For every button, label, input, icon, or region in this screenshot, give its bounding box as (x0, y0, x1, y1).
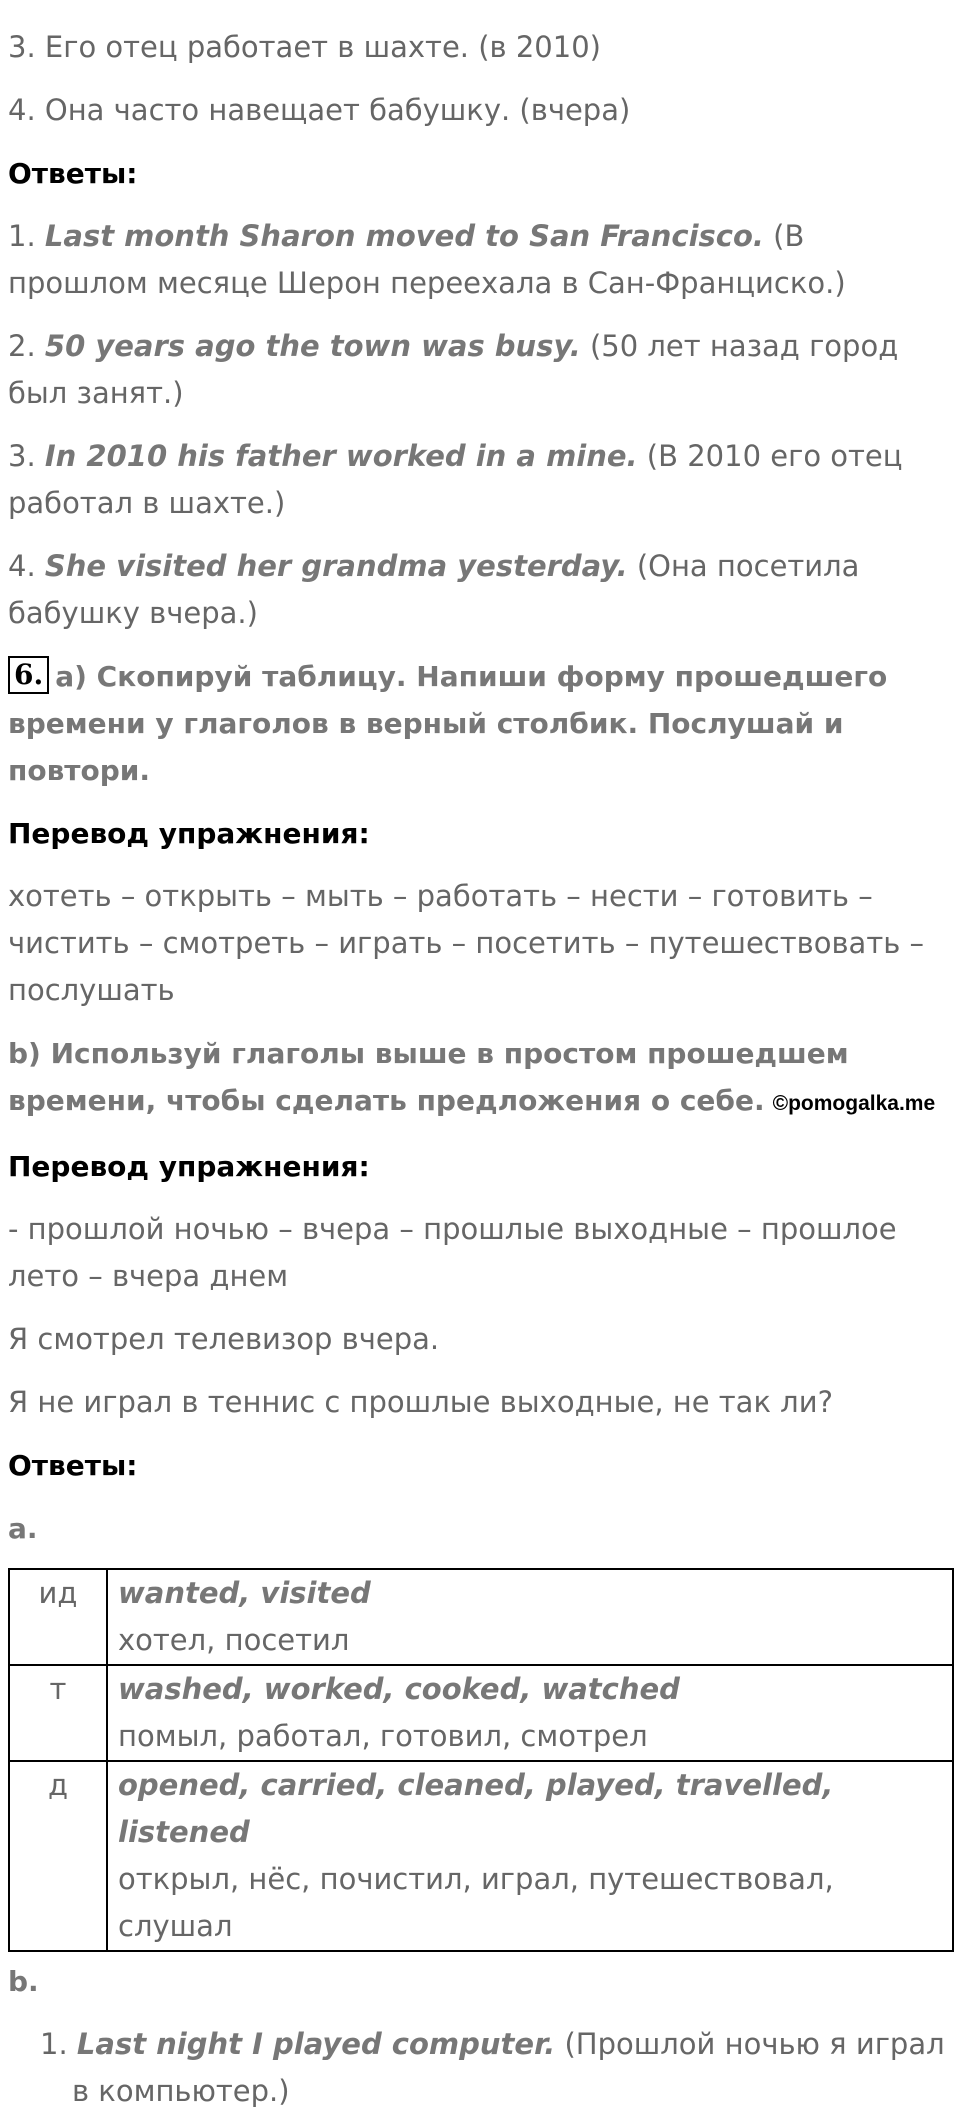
table-cell-values (107, 1761, 953, 1951)
table-cell-values (107, 1665, 953, 1761)
table-cell-values (107, 1569, 953, 1665)
task-6a (8, 653, 952, 794)
verbs-line: хотеть – открыть – мыть – работать – нести – готовить – чистить – смотреть – играть – посетить – путешествовать – послушать (8, 879, 925, 1007)
verbs-table (8, 1568, 954, 1952)
exercise-line-3: 3. Его отец работает в шахте. (в 2010) (8, 30, 601, 64)
time-expressions-line: - прошлой ночью – вчера – прошлые выходные – прошлое лето – вчера днем (8, 1212, 897, 1293)
table-cell-key: д (9, 1761, 107, 1951)
answer-4: 4. She visited her grandma yesterday. (Она посетила бабушку вчера.) (8, 549, 860, 630)
translation-heading-2: Перевод упражнения: (8, 1150, 370, 1183)
table-row (9, 1761, 953, 1951)
table-cell-english: opened, carried, cleaned, played, travelled, listened (118, 1768, 834, 1849)
answers-heading: Ответы: (8, 157, 138, 190)
table-cell-russian: хотел, посетил (118, 1623, 350, 1657)
table-cell-english: washed, worked, cooked, watched (118, 1672, 680, 1706)
table-cell-russian: открыл, нёс, почистил, играл, путешествовал, слушал (118, 1862, 834, 1943)
task-6a-text: a) Скопируй таблицу. Напиши форму прошедшего времени у глаголов в верный столбик. Послушай и повтори. (8, 660, 888, 787)
task-number-badge: 6. (8, 656, 49, 694)
b-answers-list (8, 2021, 952, 2115)
table-cell-key: ид (9, 1569, 107, 1665)
example-sentence-2: Я не играл в теннис с прошлые выходные, не так ли? (8, 1385, 833, 1419)
watermark: ©pomogalka.me (772, 1092, 936, 1115)
task-6b (8, 1030, 952, 1127)
answer-2: 2. 50 years ago the town was busy. (50 лет назад город был занят.) (8, 329, 899, 410)
table-row (9, 1665, 953, 1761)
answer-3: 3. In 2010 his father worked in a mine. (В 2010 его отец работал в шахте.) (8, 439, 903, 520)
table-row (9, 1569, 953, 1665)
task-6b-text: b) Используй глаголы выше в простом прошедшем времени, чтобы сделать предложения о себе. (8, 1037, 849, 1117)
label-b: b. (8, 1965, 39, 1998)
table-cell-russian: помыл, работал, готовил, смотрел (118, 1719, 648, 1753)
exercise-line-4: 4. Она часто навещает бабушку. (вчера) (8, 93, 631, 127)
table-cell-key: т (9, 1665, 107, 1761)
list-item: 1. Last night I played computer. (Прошлой ночью я играл в компьютер.) (40, 2027, 945, 2108)
document-page (8, 24, 952, 2115)
table-cell-english: wanted, visited (118, 1576, 371, 1610)
example-sentence-1: Я смотрел телевизор вчера. (8, 1322, 440, 1356)
answers-heading-2: Ответы: (8, 1449, 138, 1482)
answer-1: 1. Last month Sharon moved to San Francisco. (В прошлом месяце Шерон переехала в Сан-Франциско.) (8, 219, 846, 300)
translation-heading-1: Перевод упражнения: (8, 817, 370, 850)
label-a: a. (8, 1512, 38, 1545)
